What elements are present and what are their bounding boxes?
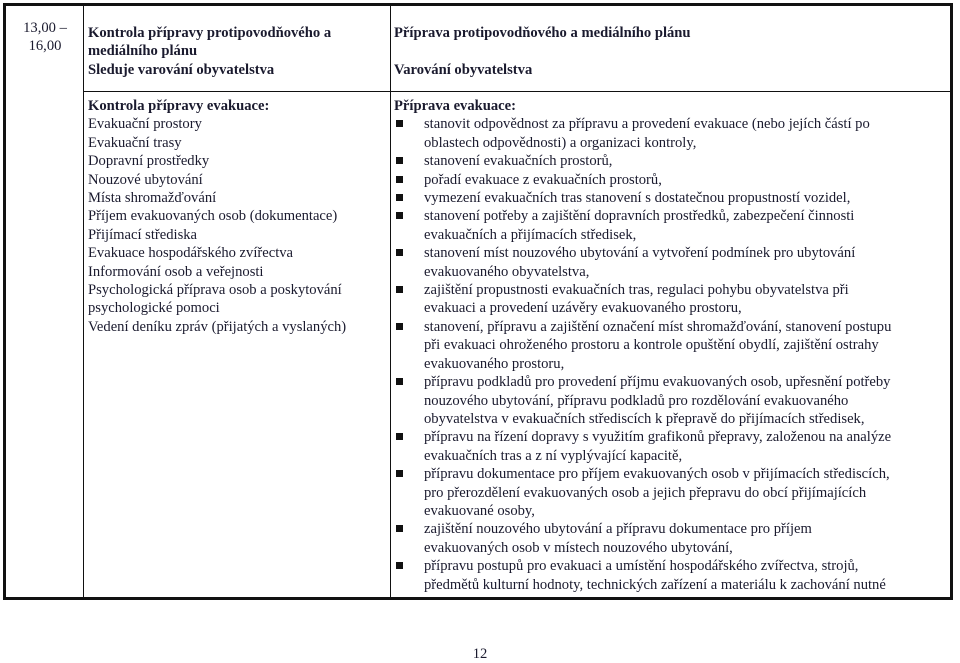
section-divider-middle <box>83 91 390 92</box>
list-item: stanovení míst nouzového ubytování a vytvoření podmínek pro ubytování evakuovaného obyvatelstva, <box>394 244 944 281</box>
check-item: Vedení deníku zpráv (přijatých a vyslaných) <box>88 318 347 335</box>
check-item: Informování osob a veřejnosti <box>88 263 264 280</box>
section-divider-right <box>390 91 950 92</box>
evacuation-prep-list <box>394 115 944 594</box>
middle-bottom-cell <box>88 97 380 336</box>
check-item: Místa shromažďování <box>88 190 217 207</box>
right-title-line: Varování obyvatelstva <box>394 61 533 78</box>
list-item: zajištění propustnosti evakuačních tras, regulaci pohybu obyvatelstva při evakuaci a provedení uzávěry evakuovaného prostoru, <box>394 281 944 318</box>
check-item: Přijímací střediska <box>88 226 198 243</box>
middle-title-line: Sleduje varování obyvatelstva <box>88 61 275 78</box>
right-top-cell <box>394 24 944 79</box>
list-item: přípravu postupů pro evakuaci a umístění hospodářského zvířectva, strojů, předmětů kulturní hodnoty, technických zařízení a materiálu k zachování nutné <box>394 557 944 594</box>
check-item: Evakuační prostory <box>88 116 202 133</box>
check-item: Dopravní prostředky <box>88 153 210 170</box>
list-item: stanovení potřeby a zajištění dopravních prostředků, zabezpečení činnosti evakuačních a přijímacích středisek, <box>394 207 944 244</box>
list-item: vymezení evakuačních tras stanovení s dostatečnou propustností vozidel, <box>394 189 944 207</box>
list-item: zajištění nouzového ubytování a přípravu dokumentace pro příjem evakuovaných osob v místech nouzového ubytování, <box>394 520 944 557</box>
list-item: pořadí evakuace z evakuačních prostorů, <box>394 171 944 189</box>
list-item: stanovení, přípravu a zajištění označení míst shromažďování, stanovení postupu při evakuaci ohroženého prostoru a kontrole opuštění obydlí, zajištění ostrahy evakuovaného prostoru, <box>394 318 944 373</box>
middle-title-line: mediálního plánu <box>88 43 198 60</box>
column-divider-2 <box>390 6 391 597</box>
list-item: stanovit odpovědnost za přípravu a provedení evakuace (nebo jejích částí po oblastech odpovědnosti) a organizaci kontroly, <box>394 115 944 152</box>
list-item: stanovení evakuačních prostorů, <box>394 152 944 170</box>
evacuation-prep-heading: Příprava evakuace: <box>394 98 516 114</box>
middle-title-line: Kontrola přípravy protipovodňového a <box>88 25 332 41</box>
list-item: přípravu podkladů pro provedení příjmu evakuovaných osob, upřesnění potřeby nouzového ubytování, přípravu podkladů pro rozdělování evakuovaného obyvatelstva v evakuačních střediscích k přepravě do přijímacích středisek, <box>394 373 944 428</box>
check-item: psychologické pomoci <box>88 300 220 317</box>
column-divider-1 <box>83 6 84 597</box>
check-item: Evakuační trasy <box>88 134 182 151</box>
evacuation-check-heading: Kontrola přípravy evakuace: <box>88 98 270 114</box>
time-cell <box>16 19 74 56</box>
check-item: Nouzové ubytování <box>88 171 203 188</box>
check-item: Psychologická příprava osob a poskytování <box>88 282 342 299</box>
check-item: Příjem evakuovaných osob (dokumentace) <box>88 208 338 225</box>
list-item: přípravu na řízení dopravy s využitím grafikonů přepravy, založenou na analýze evakuačních tras a z ní vyplývající kapacitě, <box>394 428 944 465</box>
time-start: 13,00 – <box>23 20 67 36</box>
middle-top-cell <box>88 24 380 79</box>
right-bottom-cell <box>394 97 944 594</box>
page-number: 12 <box>472 646 488 662</box>
time-end: 16,00 <box>28 38 62 55</box>
list-item: přípravu dokumentace pro příjem evakuovaných osob v přijímacích střediscích, pro přerozdělení evakuovaných osob a jejich přepravu do obcí přijímajících evakuované osoby, <box>394 465 944 520</box>
check-item: Evakuace hospodářského zvířectva <box>88 245 294 262</box>
right-title-line: Příprava protipovodňového a mediálního plánu <box>394 25 691 41</box>
